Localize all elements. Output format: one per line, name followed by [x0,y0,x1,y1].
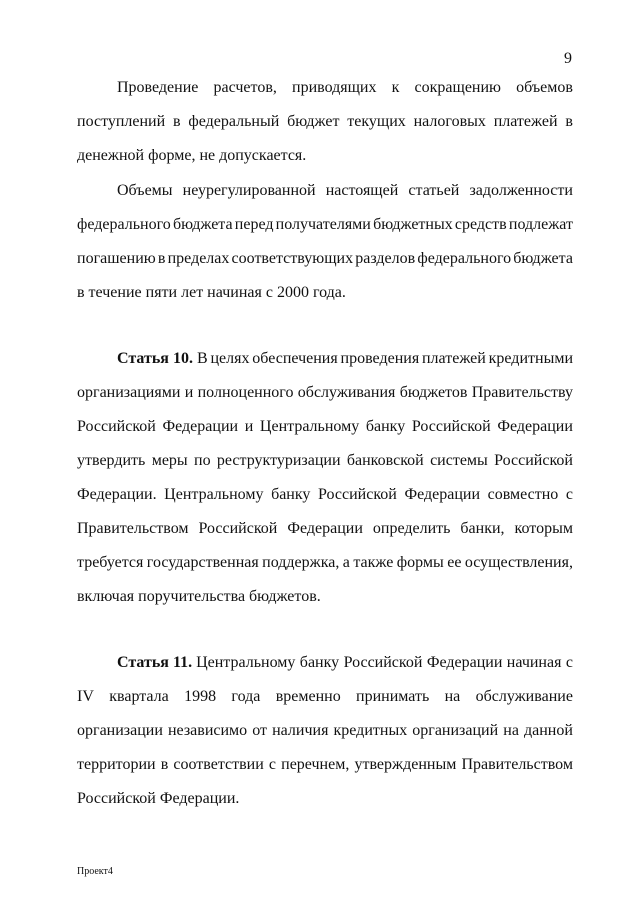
line-word: сокращению [414,79,502,96]
line-word: требуется [77,554,144,571]
line-word: Центральному [259,418,360,435]
line-word: федеральный [188,113,280,130]
line-word: банку [299,654,340,671]
line-word: года [231,688,261,705]
article-10-line-5 [77,485,573,505]
line-word: перед [234,216,274,233]
line-word: подлежат [508,216,573,233]
line-word: Проведение [117,79,199,96]
line-word: получателями [275,216,371,233]
article-10-line-7 [77,553,573,573]
line-word: Правительством [77,520,189,537]
line-word: в [157,250,166,267]
line-word: приводящих [292,79,377,96]
article-11-line-1 [77,653,573,673]
line-word: целях [210,350,250,367]
line-word: банки, [460,520,505,537]
line-word: кредитных [333,722,408,739]
paragraph-2-line-4: в течение пяти лет начиная с 2000 года. [77,284,346,301]
line-word: платежей [493,113,558,130]
line-word: банку [271,486,311,503]
line-word: Российской [198,520,278,537]
line-word: государственная [146,554,259,571]
paragraph-1-line-1 [77,78,573,98]
line-word: банковской [346,452,424,469]
line-word: с [565,486,573,503]
line-word: реструктуризации [216,452,341,469]
line-word: погашению [77,250,156,267]
line-word: Центральному [164,486,264,503]
line-word: Объемы [117,182,173,199]
article-10-line-4 [77,451,573,471]
line-word: обеспечения [252,350,338,367]
article-11-line-3 [77,721,573,741]
line-word: Российской [494,452,573,469]
line-word: в [173,113,181,130]
line-word: организациями [77,384,181,401]
line-word: поступлений [77,113,166,130]
article-11-line-5: Российской Федерации. [77,790,240,807]
line-word: федерального [417,250,512,267]
line-word: 1998 [184,688,217,705]
line-word: обслуживания [297,384,396,401]
line-word: формы [396,554,444,571]
line-word: задолженности [469,182,573,199]
line-word: Российской [318,486,397,503]
line-word: на [503,722,519,739]
line-word: обслуживание [475,688,573,705]
line-word: начиная [506,654,562,671]
line-word: по [194,452,211,469]
line-word: определить [372,520,451,537]
line-word: бюджета [513,250,573,267]
line-word: текущих [347,113,406,130]
line-word: с [565,654,573,671]
article-10-line-1 [77,349,573,369]
line-word: соответствующих [231,250,354,267]
line-word: территории [77,756,156,773]
line-word: налоговых [413,113,486,130]
line-word: бюджета [172,216,233,233]
line-word: IV [77,688,94,705]
line-word: Федерации [162,418,239,435]
paragraph-2-line-2 [77,215,573,235]
line-word: банку [365,418,406,435]
line-word: бюджетов [399,384,468,401]
line-word: Правительству [471,384,573,401]
line-word: меры [151,452,188,469]
line-word: утвержденным [354,756,457,773]
line-word: проведения [340,350,420,367]
line-word: пределах [167,250,230,267]
line-word: полноценного [197,384,294,401]
line-word: поддержка, [262,554,340,571]
footer-project-label: Проект4 [77,866,113,877]
article-10-line-2 [77,383,573,403]
line-word: бюджет [287,113,340,130]
line-word: и [184,384,194,401]
line-word: разделов [355,250,416,267]
line-word: принимать [356,688,430,705]
line-word: независимо [167,722,248,739]
line-word: Федерации. [77,486,157,503]
article-heading: Статья 11. [117,654,193,671]
line-word: временно [275,688,341,705]
line-word: данной [524,722,573,739]
line-word: системы [430,452,488,469]
line-word: которым [514,520,573,537]
paragraph-2-line-3 [77,249,573,269]
page-number: 9 [564,50,572,67]
line-word: также [353,554,394,571]
article-11-line-4 [77,755,573,775]
line-word: ее [447,554,462,571]
line-word: Статья 10. В [117,350,208,367]
line-word: организаций [412,722,499,739]
article-10-line-3 [77,417,573,437]
line-word: статьей [408,182,460,199]
line-word: от [252,722,268,739]
line-word: кредитными [488,350,573,367]
line-word: соответствии [173,756,264,773]
line-word: на [444,688,461,705]
line-word: Российской [411,418,491,435]
line-word: наличия [272,722,329,739]
line-word: бюджетных [373,216,453,233]
line-word: утвердить [77,452,146,469]
line-word: Российской [343,654,423,671]
line-word: средств [454,216,507,233]
line-word: а [342,554,350,571]
line-word: Российской [77,418,156,435]
line-word: Федерации [287,520,363,537]
paragraph-1-line-3: денежной форме, не допускается. [77,147,307,164]
line-word: квартала [109,688,169,705]
paragraph-1-line-2 [77,112,573,132]
line-word: перечнем, [281,756,350,773]
line-word: в [160,756,169,773]
line-word: платежей [421,350,486,367]
line-word: неурегулированной [182,182,316,199]
paragraph-2-line-1 [77,181,573,201]
article-10-line-6 [77,519,573,539]
line-word: Федерации [404,486,481,503]
line-word: с [268,756,277,773]
line-word: организации [77,722,163,739]
line-word: федерального [77,216,171,233]
line-word: Федерации [426,654,503,671]
line-word: осуществления, [464,554,573,571]
line-word: Статья 11. Центральному [117,654,296,671]
line-word: Правительством [461,756,573,773]
article-10-line-8: включая поручительства бюджетов. [77,588,321,605]
line-word: и [244,418,254,435]
line-word: совместно [487,486,559,503]
line-word: настоящей [325,182,399,199]
line-word: к [391,79,400,96]
article-heading: Статья 10. [117,350,193,367]
line-word: расчетов, [213,79,277,96]
line-word: Федерации [497,418,573,435]
line-word: в [565,113,573,130]
line-word: объемов [516,79,573,96]
article-11-line-2 [77,687,573,707]
